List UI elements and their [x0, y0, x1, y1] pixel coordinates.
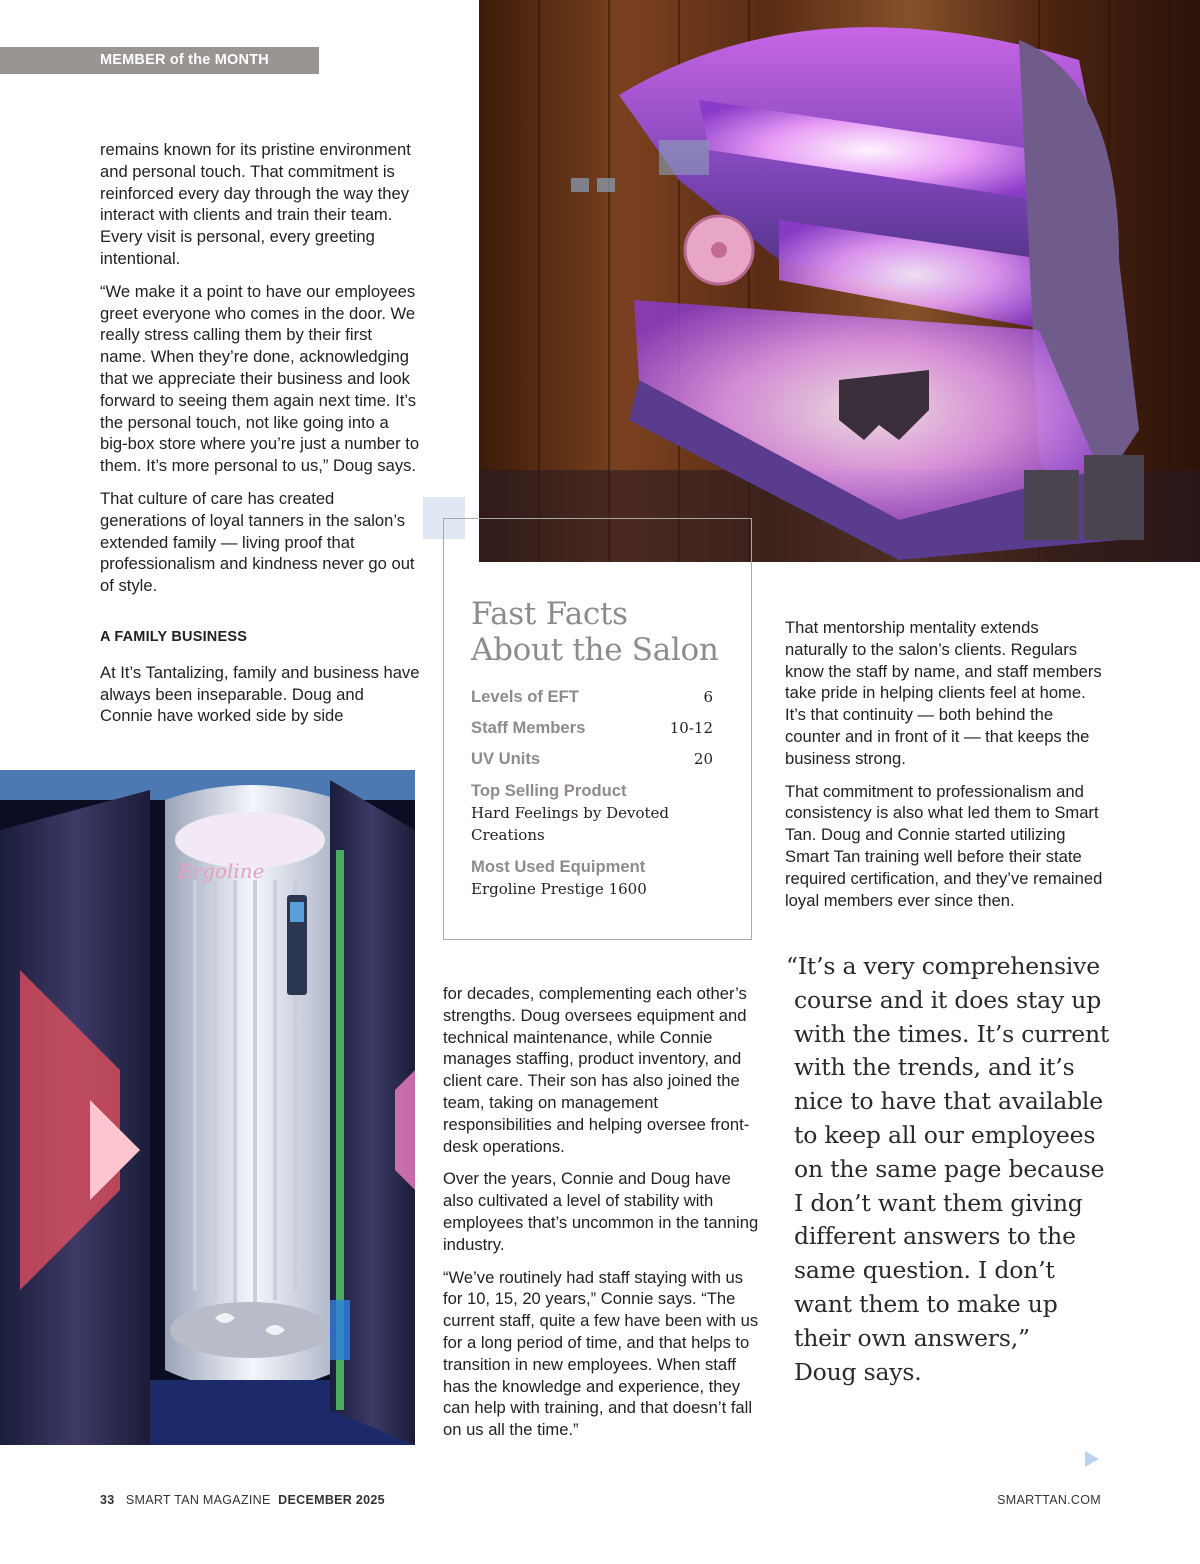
pull-quote-line: nice to have that available — [794, 1087, 1103, 1116]
fact-value: 6 — [703, 688, 713, 706]
right-paragraph-1: That mentorship mentality extends naturally to the salon’s clients. Regulars know the staff by name, and staff members take pride in helping clients feel at home. It’s that continuity — both behind the counter and in front of it — that keeps the business strong. — [785, 618, 1102, 768]
pull-quote-line: same question. I don’t — [794, 1256, 1055, 1285]
fact-value: 20 — [693, 750, 713, 768]
fact-levels-of-eft — [471, 687, 713, 707]
tanning-booth-photo — [0, 770, 415, 1445]
pull-quote-line: with the times. It’s current — [794, 1019, 1110, 1048]
tanning-bed-illustration — [479, 0, 1200, 562]
fact-label: Most Used Equipment — [471, 857, 646, 876]
middle-paragraph-1: for decades, complementing each other’s strengths. Doug oversees equipment and technical maintenance, while Connie manages staffing, product inventory, and client care. Their son has also joined the team, taking on management responsibilities and helping oversee front-desk operations. — [443, 984, 750, 1156]
fact-value: Ergoline Prestige 1600 — [471, 880, 647, 898]
fast-facts-title-line-1: Fast Facts — [471, 596, 628, 632]
fast-facts-title-line-2: About the Salon — [471, 632, 719, 668]
tanning-booth-illustration — [0, 770, 415, 1445]
left-paragraph-2: “We make it a point to have our employees greet everyone who comes in the door. We really stress calling them by their first name. When they’re done, acknowledging that we appreciate their business and look forward to seeing them again next time. It’s the personal touch, not like going into a big-box store where you’re just a number to them. It’s more personal to us,” Doug says. — [100, 281, 420, 476]
middle-paragraph-2: Over the years, Connie and Doug have also cultivated a level of stability with employees that’s uncommon in the tanning industry. — [443, 1169, 759, 1254]
left-paragraph-1: remains known for its pristine environment and personal touch. That commitment is reinforced every day through the way they interact with clients and train their team. Every visit is personal, every greeting intentional. — [100, 140, 411, 268]
pull-quote — [786, 950, 1116, 1389]
pull-quote-line: with the trends, and it’s — [794, 1053, 1075, 1082]
pull-quote-line: on the same page because — [794, 1154, 1105, 1183]
pull-quote-line: want them to make up — [794, 1289, 1058, 1318]
pull-quote-line: course and it does stay up — [794, 985, 1102, 1014]
right-paragraph-2: That commitment to professionalism and consistency is also what led them to Smart Tan. Doug and Connie started utilizing Smart Tan training well before their state required certification, and they’ve remained loyal members ever since then. — [785, 781, 1103, 910]
tanning-bed-photo — [479, 0, 1200, 562]
fact-label: UV Units — [471, 749, 541, 768]
pull-quote-line: their own answers,” — [794, 1323, 1030, 1352]
booth-brand-text: Ergoline — [178, 859, 265, 883]
fast-facts-title — [471, 596, 741, 668]
fact-label: Staff Members — [471, 718, 586, 737]
pull-quote-line: I don’t want them giving — [794, 1188, 1083, 1217]
pull-quote-line: to keep all our employees — [794, 1120, 1096, 1149]
magazine-name: SMART TAN MAGAZINE — [125, 1493, 271, 1507]
pull-quote-line: Doug says. — [794, 1357, 922, 1386]
pull-quote-line: different answers to the — [794, 1222, 1076, 1251]
fact-most-used-equipment — [471, 857, 713, 900]
fact-value: Hard Feelings by Devoted Creations — [471, 804, 669, 844]
issue-date: DECEMBER 2025 — [278, 1493, 385, 1507]
fact-uv-units — [471, 749, 713, 769]
fact-staff-members — [471, 718, 713, 738]
website-link[interactable]: SMARTTAN.COM — [997, 1493, 1101, 1507]
page-number: 33 — [100, 1493, 115, 1507]
subhead-family-business: A FAMILY BUSINESS — [100, 628, 248, 645]
fact-value: 10-12 — [669, 719, 713, 737]
left-paragraph-3: That culture of care has created generations of loyal tanners in the salon’s extended family — living proof that professionalism and kindness never go out of style. — [100, 488, 415, 596]
fact-label: Top Selling Product — [471, 781, 627, 800]
left-paragraph-4: At It’s Tantalizing, family and business have always been inseparable. Doug and Connie have worked side by side — [100, 662, 420, 726]
middle-paragraph-3: “We’ve routinely had staff staying with us for 10, 15, 20 years,” Connie says. “The current staff, quite a few have been with us for a long period of time, and that helps to transition in new employees. When staff has the knowledge and experience, they can help with training, and that doesn’t fall on us all the time.” — [443, 1267, 759, 1440]
fact-label: Levels of EFT — [471, 687, 579, 706]
fact-top-selling-product — [471, 781, 713, 846]
section-tag: MEMBER of the MONTH — [0, 47, 319, 74]
triangle-right-icon[interactable] — [1084, 1451, 1100, 1467]
pull-quote-line: “It’s a very comprehensive — [786, 952, 1100, 980]
footer-left — [100, 1493, 385, 1507]
